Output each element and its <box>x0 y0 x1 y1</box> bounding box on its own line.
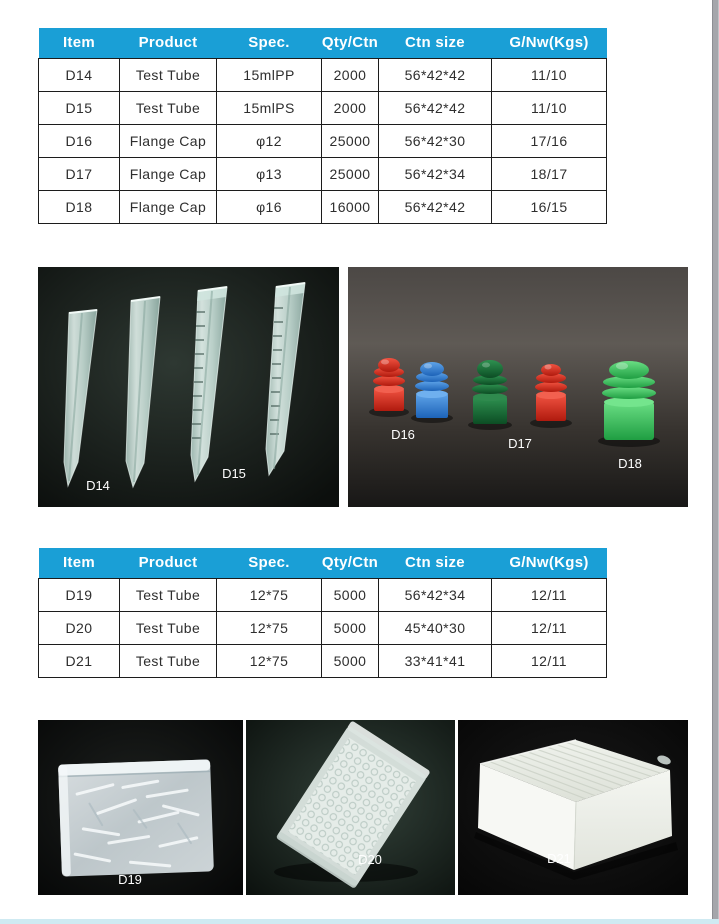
table-cell: D14 <box>39 58 120 91</box>
table-row <box>39 58 607 91</box>
col-header-item: Item <box>39 548 120 578</box>
table-cell: 11/10 <box>492 58 607 91</box>
photo-label-d17: D17 <box>508 436 532 451</box>
table-row <box>39 157 607 190</box>
table-cell: 56*42*34 <box>379 157 492 190</box>
col-header-spec: Spec. <box>217 28 322 58</box>
table-cell: 16/15 <box>492 190 607 223</box>
photo-label-d16: D16 <box>391 427 415 442</box>
table-cell: Test Tube <box>120 611 217 644</box>
table-row <box>39 611 607 644</box>
table-cell: D17 <box>39 157 120 190</box>
col-header-ctn-size: Ctn size <box>379 28 492 58</box>
table-cell: 25000 <box>322 124 379 157</box>
table-cell: 5000 <box>322 644 379 677</box>
table-cell: 56*42*34 <box>379 578 492 611</box>
table-row <box>39 124 607 157</box>
col-header-spec: Spec. <box>217 548 322 578</box>
table-cell: 56*42*42 <box>379 58 492 91</box>
photo-label-d15: D15 <box>222 466 246 481</box>
table-cell: D21 <box>39 644 120 677</box>
flange-caps-image <box>348 267 688 507</box>
table-cell: 56*42*42 <box>379 91 492 124</box>
table-cell: Test Tube <box>120 644 217 677</box>
table-cell: 45*40*30 <box>379 611 492 644</box>
table-cell: 12*75 <box>217 578 322 611</box>
table-row <box>39 644 607 677</box>
table-cell: φ13 <box>217 157 322 190</box>
table-row <box>39 91 607 124</box>
table-cell: 56*42*30 <box>379 124 492 157</box>
photo-label-d20: D20 <box>358 852 382 867</box>
bottom-accent-bar <box>0 919 719 924</box>
tube-block-image <box>458 720 688 895</box>
table-row <box>39 190 607 223</box>
table-cell: D19 <box>39 578 120 611</box>
table-cell: 12/11 <box>492 611 607 644</box>
col-header-qty: Qty/Ctn <box>322 28 379 58</box>
table-cell: 15mlPP <box>217 58 322 91</box>
table-cell: 5000 <box>322 611 379 644</box>
photo-tube-bag <box>38 720 243 895</box>
col-header-gnw: G/Nw(Kgs) <box>492 28 607 58</box>
table-cell: 12/11 <box>492 578 607 611</box>
table-cell: 12*75 <box>217 611 322 644</box>
table-cell: φ12 <box>217 124 322 157</box>
table-cell: φ16 <box>217 190 322 223</box>
photo-label-d14: D14 <box>86 478 110 493</box>
table-cell: 33*41*41 <box>379 644 492 677</box>
table-cell: 12*75 <box>217 644 322 677</box>
plastic-bag <box>58 759 214 876</box>
table-cell: Test Tube <box>120 58 217 91</box>
col-header-product: Product <box>120 28 217 58</box>
photo-tube-pouch <box>246 720 455 895</box>
table-cell: 12/11 <box>492 644 607 677</box>
table-cell: Flange Cap <box>120 157 217 190</box>
spec-table-1 <box>38 28 607 224</box>
col-header-item: Item <box>39 28 120 58</box>
header-row <box>39 548 607 578</box>
table-cell: 2000 <box>322 91 379 124</box>
photo-tube-block <box>458 720 688 895</box>
table-row <box>39 578 607 611</box>
photo-label-d18: D18 <box>618 456 642 471</box>
photo-flange-caps <box>348 267 688 507</box>
photo-label-d21: D21 <box>547 851 571 866</box>
spec-table-2 <box>38 548 607 678</box>
header-row <box>39 28 607 58</box>
table-cell: 15mlPS <box>217 91 322 124</box>
col-header-qty: Qty/Ctn <box>322 548 379 578</box>
tube-bag-image <box>38 720 243 895</box>
vertical-scrollbar[interactable] <box>712 0 719 919</box>
table-cell: Flange Cap <box>120 190 217 223</box>
table-cell: Test Tube <box>120 91 217 124</box>
table-cell: 2000 <box>322 58 379 91</box>
table-cell: 16000 <box>322 190 379 223</box>
tube-pouch-image <box>246 720 455 895</box>
flange-cap-green-large <box>602 361 656 440</box>
table-cell: D20 <box>39 611 120 644</box>
table-cell: D15 <box>39 91 120 124</box>
col-header-ctn-size: Ctn size <box>379 548 492 578</box>
table-cell: 17/16 <box>492 124 607 157</box>
table-cell: 11/10 <box>492 91 607 124</box>
table-cell: 25000 <box>322 157 379 190</box>
table-cell: D18 <box>39 190 120 223</box>
test-tubes-image <box>38 267 339 507</box>
flange-cap-dark-green <box>472 360 508 424</box>
table-cell: D16 <box>39 124 120 157</box>
col-header-product: Product <box>120 548 217 578</box>
table-cell: Flange Cap <box>120 124 217 157</box>
table-cell: 5000 <box>322 578 379 611</box>
photo-label-d19: D19 <box>118 872 142 887</box>
table-cell: 56*42*42 <box>379 190 492 223</box>
table-cell: 18/17 <box>492 157 607 190</box>
table-cell: Test Tube <box>120 578 217 611</box>
photo-test-tubes <box>38 267 339 507</box>
col-header-gnw: G/Nw(Kgs) <box>492 548 607 578</box>
